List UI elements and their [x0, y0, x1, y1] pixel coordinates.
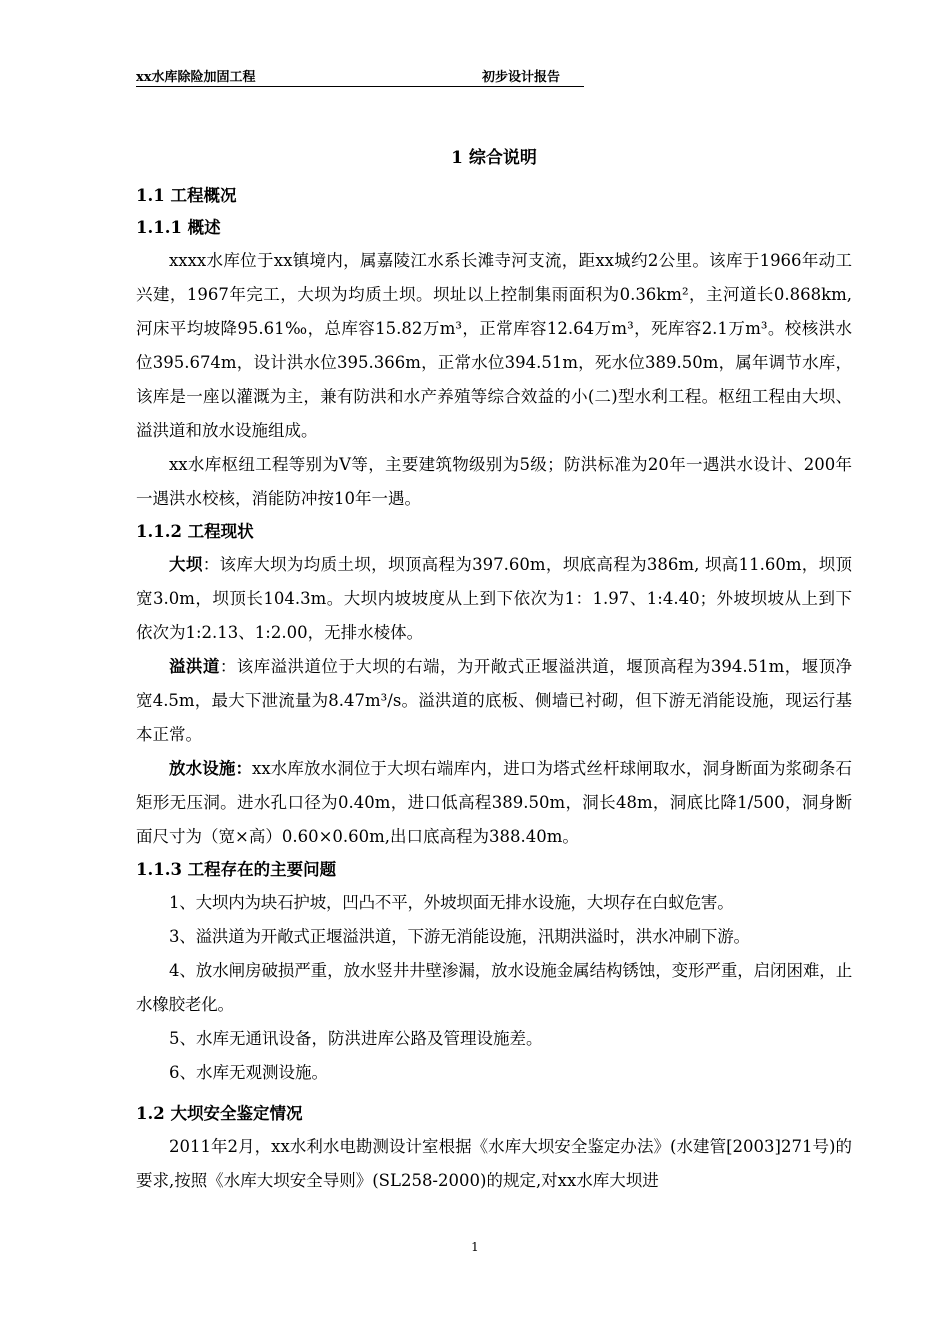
outlet-paragraph: [136, 752, 852, 854]
section-heading-1-1-3: 1.1.3 工程存在的主要问题: [136, 860, 337, 879]
section-heading-1-1-1: 1.1.1 概述: [136, 218, 221, 237]
spillway-text: ：该库溢洪道位于大坝的右端，为开敞式正堰溢洪道，堰顶高程为394.51m，堰顶净宽4.5m，最大下泄流量为8.47m³/s。溢洪道的底板、侧墙已衬砌，但下游无消能设施，现运行基本正常。: [136, 657, 853, 744]
page-number: 1: [471, 1240, 479, 1254]
document-body: [136, 140, 852, 1198]
dam-label: 大坝: [169, 555, 203, 574]
chapter-title: 1 综合说明: [451, 148, 537, 168]
header-report-type: 初步设计报告: [482, 70, 561, 85]
header-project-name: xx水库除险加固工程: [136, 70, 256, 85]
overview-paragraph: xxxx水库位于xx镇境内，属嘉陵江水系长滩寺河支流，距xx城约2公里。该库于1966年动工兴建，1967年完工，大坝为均质土坝。坝址以上控制集雨面积为0.36km²，主河道长0.868km,河床平均坡降95.61‰，总库容15.82万m³，正常库容12.64万m³，死库容2.1万m³。校核洪水位395.674m，设计洪水位395.366m，正常水位394.51m，死水位389.50m，属年调节水库，该库是一座以灌溉为主，兼有防洪和水产养殖等综合效益的小(二)型水利工程。枢纽工程由大坝、溢洪道和放水设施组成。: [136, 251, 852, 440]
spillway-label: 溢洪道: [169, 657, 220, 676]
grade-paragraph: xx水库枢纽工程等别为Ⅴ等，主要建筑物级别为5级；防洪标准为20年一遇洪水设计、200年一遇洪水校核，消能防冲按10年一遇。: [136, 455, 852, 508]
spillway-paragraph: [136, 650, 852, 752]
safety-paragraph: 2011年2月，xx水利水电勘测设计室根据《水库大坝安全鉴定办法》(水建管[2003]271号)的要求,按照《水库大坝安全导则》(SL258-2000)的规定,对xx水库大坝进: [136, 1137, 852, 1190]
section-heading-1-1: 1.1 工程概况: [136, 186, 237, 205]
section-heading-1-2: 1.2 大坝安全鉴定情况: [136, 1104, 303, 1123]
dam-paragraph: [136, 548, 852, 650]
section-heading-1-1-2: 1.1.2 工程现状: [136, 522, 254, 541]
issue-item: 3、溢洪道为开敞式正堰溢洪道，下游无消能设施，汛期洪溢时，洪水冲刷下游。: [169, 927, 750, 946]
outlet-text: xx水库放水洞位于大坝右端库内，进口为塔式丝杆球闸取水，洞身断面为浆砌条石矩形无压洞。进水孔口径为0.40m，进口低高程389.50m，洞长48m，洞底比降1/500，洞身断面尺寸为（宽×高）0.60×0.60m,出口底高程为388.40m。: [136, 759, 852, 846]
issue-item: 5、水库无通讯设备，防洪进库公路及管理设施差。: [169, 1029, 543, 1048]
outlet-label: 放水设施：: [169, 759, 253, 778]
dam-text: ：该库大坝为均质土坝，坝顶高程为397.60m，坝底高程为386m, 坝高11.60m，坝顶宽3.0m，坝顶长104.3m。大坝内坡坡度从上到下依次为1：1.97、1:4.40；外坡坝坡从上到下依次为1:2.13、1:2.00，无排水棱体。: [136, 555, 852, 642]
issue-item: 1、大坝内为块石护坡，凹凸不平，外坡坝面无排水设施，大坝存在白蚁危害。: [169, 893, 734, 912]
issue-item: 4、放水闸房破损严重，放水竖井井壁渗漏，放水设施金属结构锈蚀，变形严重，启闭困难，止水橡胶老化。: [136, 961, 852, 1014]
issue-item: 6、水库无观测设施。: [169, 1063, 328, 1082]
page-header: [136, 64, 584, 87]
